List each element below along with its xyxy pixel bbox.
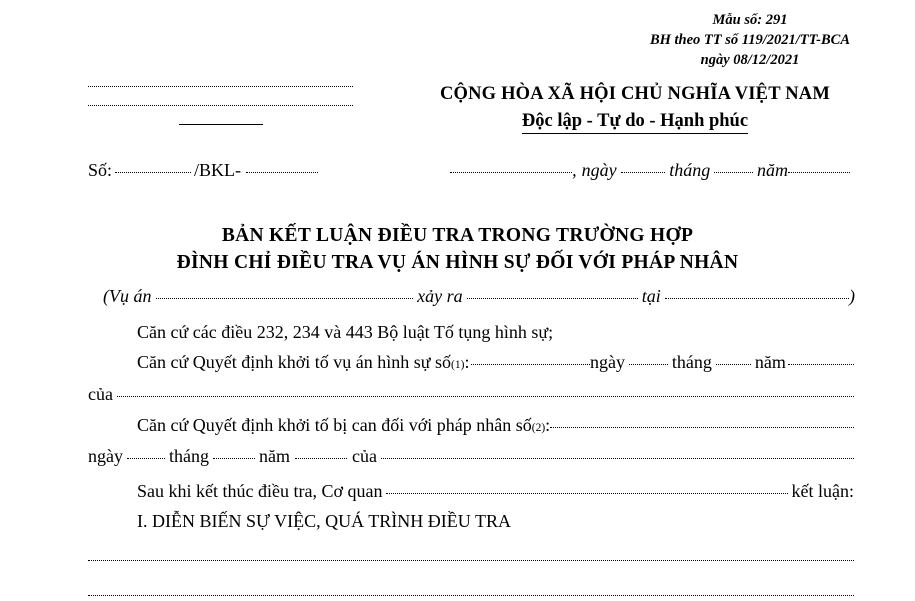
case-occurred-label: xảy ra xyxy=(417,286,463,306)
national-name: CỘNG HÒA XÃ HỘI CHỦ NGHĨA VIỆT NAM xyxy=(439,84,831,104)
basis3-day-label: ngày xyxy=(88,446,123,466)
defendant-decision-number-blank[interactable] xyxy=(550,427,854,428)
issuer-label: của xyxy=(88,384,113,404)
place-blank[interactable] xyxy=(450,172,572,173)
agency-line-2-blank[interactable] xyxy=(88,105,353,106)
conclusion-line xyxy=(88,481,854,502)
basis3-month-blank[interactable] xyxy=(213,458,255,459)
case-close-paren: ) xyxy=(849,286,855,306)
date-year-label: năm xyxy=(756,160,788,180)
form-code-block xyxy=(600,10,900,70)
legal-basis-line-2: Căn cứ Quyết định khởi tố vụ án hình sự số (1) : ngày tháng năm xyxy=(88,352,854,373)
agency-header-block xyxy=(88,86,353,125)
legal-basis-line-3-cont xyxy=(88,446,854,467)
document-number-suffix-blank[interactable] xyxy=(246,172,318,173)
national-heading-block xyxy=(420,84,850,134)
case-place-blank[interactable] xyxy=(665,298,849,299)
case-at-label: tại xyxy=(641,286,661,306)
issuer-blank[interactable] xyxy=(117,396,854,397)
form-code-line-1: Mẫu số: 291 xyxy=(712,12,788,28)
case-occurred-blank[interactable] xyxy=(467,298,638,299)
basis3-issuer-label: của xyxy=(352,446,377,466)
agency-line-1-blank[interactable] xyxy=(88,86,353,87)
investigating-agency-blank[interactable] xyxy=(386,493,787,494)
section-heading-1-text: I. DIỄN BIẾN SỰ VIỆC, QUÁ TRÌNH ĐIỀU TRA xyxy=(137,511,511,531)
decision-day-blank[interactable] xyxy=(629,364,668,365)
date-month-label: tháng xyxy=(669,160,711,180)
document-number-row xyxy=(88,160,358,181)
national-motto: Độc lập - Tự do - Hạnh phúc xyxy=(522,111,748,134)
decision-month-blank[interactable] xyxy=(716,364,751,365)
document-number-label: Số: xyxy=(88,160,113,180)
document-title-line-2: ĐÌNH CHỈ ĐIỀU TRA VỤ ÁN HÌNH SỰ ĐỐI VỚI PHÁP NHÂN xyxy=(176,252,739,273)
content-blank-line-1[interactable] xyxy=(88,560,854,561)
date-year-blank[interactable] xyxy=(788,172,850,173)
date-day-label: ngày xyxy=(581,160,617,180)
decision-day-label: ngày xyxy=(590,352,626,372)
document-title-line-1: BẢN KẾT LUẬN ĐIỀU TRA TRONG TRƯỜNG HỢP xyxy=(221,225,694,246)
agency-underline-rule xyxy=(179,124,263,125)
basis3-month-label: tháng xyxy=(169,446,209,466)
document-title xyxy=(0,222,915,276)
conclusion-prefix-text: Sau khi kết thúc điều tra, Cơ quan xyxy=(137,481,383,501)
basis3-year-blank[interactable] xyxy=(295,458,347,459)
legal-basis-2-text: Căn cứ Quyết định khởi tố vụ án hình sự số xyxy=(137,352,452,372)
date-day-blank[interactable] xyxy=(621,172,666,173)
basis3-year-label: năm xyxy=(259,446,290,466)
date-month-blank[interactable] xyxy=(714,172,753,173)
content-blank-line-2[interactable] xyxy=(88,595,854,596)
legal-basis-line-1 xyxy=(88,322,854,343)
legal-basis-2-colon: : xyxy=(464,352,470,372)
basis3-day-blank[interactable] xyxy=(127,458,165,459)
form-code-line-3: ngày 08/12/2021 xyxy=(700,52,800,68)
decision-year-blank[interactable] xyxy=(788,364,854,365)
document-number-separator: /BKL- xyxy=(194,160,242,180)
form-code-line-2: BH theo TT số 119/2021/TT-BCA xyxy=(649,32,851,48)
document-number-blank[interactable] xyxy=(115,172,191,173)
case-description-line xyxy=(103,286,855,307)
section-heading-1 xyxy=(88,511,854,532)
decision-number-blank[interactable] xyxy=(471,364,590,365)
legal-basis-1-text: Căn cứ các điều 232, 234 và 443 Bộ luật Tố tụng hình sự; xyxy=(137,322,554,342)
decision-year-label: năm xyxy=(754,352,786,372)
decision-month-label: tháng xyxy=(671,352,712,372)
date-comma: , xyxy=(572,160,577,180)
legal-basis-line-2-cont xyxy=(88,384,854,405)
legal-basis-3-text: Căn cứ Quyết định khởi tố bị can đối với pháp nhân số xyxy=(137,415,532,435)
legal-basis-line-3: Căn cứ Quyết định khởi tố bị can đối với pháp nhân số (2) : xyxy=(88,415,854,436)
basis3-issuer-blank[interactable] xyxy=(381,458,854,459)
case-name-blank[interactable] xyxy=(156,298,414,299)
case-open-label: (Vụ án xyxy=(103,286,152,306)
conclusion-suffix-text: kết luận: xyxy=(791,481,854,501)
legal-basis-3-colon: : xyxy=(545,415,551,435)
place-date-row xyxy=(450,160,850,181)
